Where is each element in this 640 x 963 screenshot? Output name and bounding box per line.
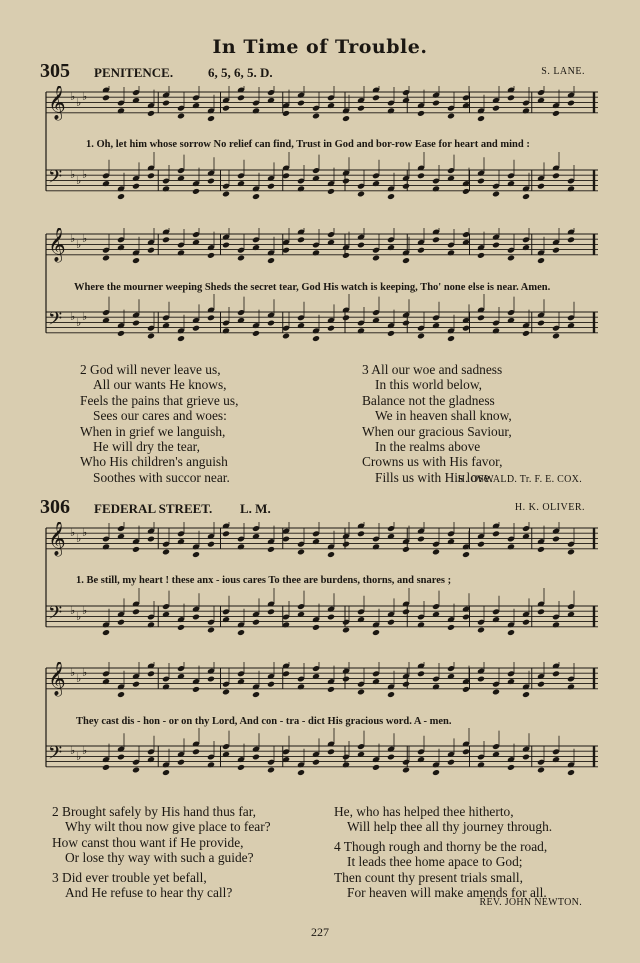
page-number: 227 xyxy=(311,925,329,939)
note-head xyxy=(492,105,500,112)
note-head xyxy=(552,333,560,340)
note-head xyxy=(222,689,230,696)
note-head xyxy=(207,252,215,259)
note-head xyxy=(132,320,140,327)
note-head xyxy=(507,94,515,101)
flat-icon: ♭ xyxy=(70,310,76,323)
note-head xyxy=(252,193,260,200)
note-head xyxy=(357,530,365,537)
note-head xyxy=(447,759,455,766)
stanza-line: It leads thee home apace to God; xyxy=(347,854,523,870)
note-head xyxy=(147,536,155,543)
note-head xyxy=(192,188,200,195)
note-head xyxy=(297,769,305,776)
composer: S. LANE. xyxy=(541,66,585,77)
note-head xyxy=(267,183,275,190)
note-head xyxy=(222,242,230,249)
stanza-line: 2 God will never leave us, xyxy=(80,362,221,377)
note-head xyxy=(387,754,395,761)
stanza-305-3 xyxy=(362,362,512,485)
staff xyxy=(46,522,598,558)
note-head xyxy=(342,178,350,185)
music-system-306-1 xyxy=(42,522,602,660)
note-head xyxy=(207,115,215,122)
note-head xyxy=(252,619,260,626)
note-head xyxy=(177,113,185,120)
note-head xyxy=(567,236,575,243)
note-head xyxy=(477,541,485,548)
note-head xyxy=(462,614,470,621)
note-head xyxy=(147,247,155,254)
staff xyxy=(46,294,598,342)
note-head xyxy=(492,530,500,537)
note-head xyxy=(372,764,380,771)
note-head xyxy=(537,183,545,190)
note-head xyxy=(552,670,560,677)
note-head xyxy=(507,255,515,262)
note-head xyxy=(507,764,515,771)
flat-icon: ♭ xyxy=(76,174,82,187)
note-head xyxy=(312,113,320,120)
note-head xyxy=(447,113,455,120)
note-head xyxy=(342,115,350,122)
stanza-line: Or lose thy way with such a guide? xyxy=(65,850,254,866)
note-head xyxy=(522,754,530,761)
flat-icon: ♭ xyxy=(82,666,88,679)
staff xyxy=(46,662,598,698)
stanza-line: Why wilt thou now give place to fear? xyxy=(65,819,271,835)
stanza-line: Fills us with His love. xyxy=(375,469,493,485)
bass-clef-icon: 𝄢 xyxy=(48,167,63,192)
stanza-line: Balance not the gladness xyxy=(362,392,495,408)
note-head xyxy=(147,670,155,677)
note-head xyxy=(312,759,320,766)
note-head xyxy=(417,536,425,543)
note-head xyxy=(237,255,245,262)
stanza-line: 2 Brought safely by His hand thus far, xyxy=(52,804,257,819)
note-head xyxy=(567,100,575,107)
note-head xyxy=(132,183,140,190)
note-head xyxy=(237,94,245,101)
note-head xyxy=(402,767,410,774)
note-head xyxy=(462,188,470,195)
note-head xyxy=(237,764,245,771)
note-head xyxy=(342,676,350,683)
stanza-line: Will help thee all thy journey through. xyxy=(347,819,553,835)
note-head xyxy=(327,325,335,332)
note-head xyxy=(537,608,545,615)
flat-icon: ♭ xyxy=(70,168,76,181)
note-head xyxy=(552,536,560,543)
note-head xyxy=(357,105,365,112)
note-head xyxy=(207,627,215,634)
flat-icon: ♭ xyxy=(82,232,88,245)
note-head xyxy=(237,629,245,636)
staff xyxy=(46,728,598,776)
note-head xyxy=(297,236,305,243)
hymn-number: 305 xyxy=(40,60,70,82)
note-head xyxy=(192,614,200,621)
flat-icon: ♭ xyxy=(70,90,76,103)
note-head xyxy=(552,110,560,117)
author-credit: H. OSWALD. Tr. F. E. COX. xyxy=(457,474,582,485)
note-head xyxy=(567,769,575,776)
meter: L. M. xyxy=(240,501,271,516)
flat-icon: ♭ xyxy=(70,526,76,539)
note-head xyxy=(432,769,440,776)
note-head xyxy=(447,335,455,342)
note-head xyxy=(522,691,530,698)
note-head xyxy=(267,608,275,615)
note-head xyxy=(537,767,545,774)
note-head xyxy=(402,257,410,264)
flat-icon: ♭ xyxy=(70,604,76,617)
composer: H. K. OLIVER. xyxy=(514,502,585,513)
note-head xyxy=(327,188,335,195)
note-head xyxy=(327,551,335,558)
note-head xyxy=(372,255,380,262)
note-head xyxy=(162,549,170,556)
note-head xyxy=(402,546,410,553)
flat-icon: ♭ xyxy=(82,526,88,539)
note-head xyxy=(132,608,140,615)
note-head xyxy=(267,320,275,327)
flat-icon: ♭ xyxy=(70,666,76,679)
note-head xyxy=(477,252,485,259)
note-head xyxy=(132,681,140,688)
note-head xyxy=(117,619,125,626)
note-head xyxy=(162,100,170,107)
lyrics-line: 1. Be still, my heart ! these anx - ious cares To thee are burdens, thorns, and snares ; xyxy=(76,575,452,586)
note-head xyxy=(192,748,200,755)
stanza-line: In this world below, xyxy=(375,377,482,393)
note-head xyxy=(522,619,530,626)
note-head xyxy=(342,541,350,548)
note-head xyxy=(252,691,260,698)
note-head xyxy=(282,333,290,340)
music-system-306-2 xyxy=(42,662,602,800)
note-head xyxy=(102,764,110,771)
note-head xyxy=(462,686,470,693)
note-head xyxy=(192,551,200,558)
flat-icon: ♭ xyxy=(76,238,82,251)
note-head xyxy=(387,330,395,337)
note-head xyxy=(537,681,545,688)
flat-icon: ♭ xyxy=(82,168,88,181)
stanza-line: In the realms above xyxy=(375,439,481,455)
note-head xyxy=(312,624,320,631)
note-head xyxy=(462,748,470,755)
note-head xyxy=(117,330,125,337)
staff-graphic xyxy=(42,522,602,660)
note-head xyxy=(192,686,200,693)
stanza-line: How canst thou want if He provide, xyxy=(52,834,244,850)
treble-clef-icon: 𝄞 xyxy=(48,228,66,262)
note-head xyxy=(387,193,395,200)
note-head xyxy=(132,546,140,553)
note-head xyxy=(492,191,500,198)
note-head xyxy=(492,242,500,249)
stanza-line: 4 Though rough and thorny be the road, xyxy=(334,838,548,854)
note-head xyxy=(177,335,185,342)
bass-clef-icon: 𝄢 xyxy=(48,309,63,334)
lyrics-line: 1. Oh, let him whose sorrow No relief can find, Trust in God and bor-row Ease for heart and mind : xyxy=(86,139,530,150)
note-head xyxy=(462,325,470,332)
bass-clef-icon: 𝄢 xyxy=(48,743,63,768)
note-head xyxy=(387,619,395,626)
note-head xyxy=(567,549,575,556)
flat-icon: ♭ xyxy=(76,672,82,685)
note-head xyxy=(537,546,545,553)
note-head xyxy=(207,314,215,321)
note-head xyxy=(147,333,155,340)
staff xyxy=(46,588,598,636)
note-head xyxy=(177,624,185,631)
note-head xyxy=(537,320,545,327)
stanza-line: Crowns us with His favor, xyxy=(362,454,503,470)
note-head xyxy=(297,549,305,556)
note-head xyxy=(417,247,425,254)
stanza-line: Soothes with succor near. xyxy=(93,469,230,485)
note-head xyxy=(327,748,335,755)
note-head xyxy=(402,320,410,327)
flat-icon: ♭ xyxy=(82,90,88,103)
note-head xyxy=(447,624,455,631)
note-head xyxy=(492,689,500,696)
note-head xyxy=(297,100,305,107)
flat-icon: ♭ xyxy=(82,604,88,617)
note-head xyxy=(372,629,380,636)
stanza-line: For heaven will make amends for all. xyxy=(347,885,547,901)
note-head xyxy=(222,105,230,112)
note-head xyxy=(327,614,335,621)
note-head xyxy=(522,330,530,337)
note-head xyxy=(417,110,425,117)
note-head xyxy=(267,257,275,264)
stanza-line: When in grief we languish, xyxy=(80,423,226,439)
note-head xyxy=(132,767,140,774)
stanza-line: 3 Did ever trouble yet befall, xyxy=(52,869,207,885)
note-head xyxy=(477,676,485,683)
note-head xyxy=(192,325,200,332)
treble-clef-icon: 𝄞 xyxy=(48,522,66,556)
note-head xyxy=(132,257,140,264)
note-head xyxy=(477,178,485,185)
stanza-line: 3 All our woe and sadness xyxy=(362,362,503,377)
note-head xyxy=(267,681,275,688)
music-system-305-2 xyxy=(42,228,602,366)
flat-icon: ♭ xyxy=(70,232,76,245)
note-head xyxy=(357,242,365,249)
flat-icon: ♭ xyxy=(70,744,76,757)
stanza-line: All our wants He knows, xyxy=(93,377,227,393)
note-head xyxy=(342,252,350,259)
stanza-line: Then count thy present trials small, xyxy=(334,869,523,885)
note-head xyxy=(102,255,110,262)
note-head xyxy=(522,193,530,200)
note-head xyxy=(222,530,230,537)
lyrics-line: Where the mourner weeping Sheds the secret tear, God His watch is keeping, Tho' none else is near. Amen. xyxy=(74,282,551,293)
note-head xyxy=(552,172,560,179)
hymn-306-header xyxy=(40,496,585,522)
note-head xyxy=(432,100,440,107)
flat-icon: ♭ xyxy=(82,744,88,757)
note-head xyxy=(402,183,410,190)
note-head xyxy=(252,330,260,337)
stanza-line: Feels the pains that grieve us, xyxy=(80,392,239,408)
stanza-line: We in heaven shall know, xyxy=(375,408,512,424)
note-head xyxy=(402,681,410,688)
note-head xyxy=(342,314,350,321)
music-system-305-1 xyxy=(42,86,602,224)
stanza-306-left xyxy=(52,804,271,900)
flat-icon: ♭ xyxy=(76,610,82,623)
stanza-line: Who His children's anguish xyxy=(80,454,228,470)
staff-graphic xyxy=(42,662,602,800)
staff xyxy=(46,228,598,264)
hymn-number: 306 xyxy=(40,496,70,518)
flat-icon: ♭ xyxy=(82,310,88,323)
staff-graphic xyxy=(42,86,602,224)
note-head xyxy=(207,676,215,683)
flat-icon: ♭ xyxy=(76,532,82,545)
note-head xyxy=(222,191,230,198)
note-head xyxy=(102,629,110,636)
note-head xyxy=(252,754,260,761)
note-head xyxy=(312,335,320,342)
note-head xyxy=(507,629,515,636)
note-head xyxy=(477,314,485,321)
note-head xyxy=(387,691,395,698)
note-head xyxy=(372,94,380,101)
tune-name: FEDERAL STREET. xyxy=(94,501,213,516)
stanza-306-right xyxy=(334,804,552,900)
staff xyxy=(46,86,598,122)
note-head xyxy=(432,549,440,556)
stanza-305-2 xyxy=(80,362,238,485)
note-head xyxy=(117,754,125,761)
lyrics-line: They cast dis - hon - or on thy Lord, And con - tra - dict His gracious word. A - men. xyxy=(76,716,452,727)
note-head xyxy=(147,172,155,179)
tune-name: PENITENCE. xyxy=(94,65,174,80)
staff-graphic xyxy=(42,228,602,366)
note-head xyxy=(462,551,470,558)
note-head xyxy=(402,608,410,615)
note-head xyxy=(327,686,335,693)
stanza-line: He will dry the tear, xyxy=(93,439,200,455)
note-head xyxy=(102,94,110,101)
note-head xyxy=(417,670,425,677)
note-head xyxy=(117,691,125,698)
note-head xyxy=(162,236,170,243)
note-head xyxy=(432,236,440,243)
hymn-305-header xyxy=(40,60,585,86)
section-title: In Time of Trouble. xyxy=(212,36,428,58)
bass-clef-icon: 𝄢 xyxy=(48,603,63,628)
note-head xyxy=(207,178,215,185)
author-credit: REV. JOHN NEWTON. xyxy=(479,897,582,908)
flat-icon: ♭ xyxy=(76,750,82,763)
stanza-line: Sees our cares and woes: xyxy=(93,408,227,424)
treble-clef-icon: 𝄞 xyxy=(48,662,66,696)
stanza-line: When our gracious Saviour, xyxy=(362,423,512,439)
note-head xyxy=(417,333,425,340)
treble-clef-icon: 𝄞 xyxy=(48,86,66,120)
note-head xyxy=(177,759,185,766)
note-head xyxy=(267,767,275,774)
note-head xyxy=(552,247,560,254)
note-head xyxy=(537,257,545,264)
note-head xyxy=(147,110,155,117)
note-head xyxy=(477,627,485,634)
meter: 6, 5, 6, 5. D. xyxy=(208,65,273,80)
note-head xyxy=(477,115,485,122)
note-head xyxy=(357,689,365,696)
note-head xyxy=(417,172,425,179)
flat-icon: ♭ xyxy=(76,316,82,329)
flat-icon: ♭ xyxy=(76,96,82,109)
note-head xyxy=(267,546,275,553)
note-head xyxy=(342,627,350,634)
note-head xyxy=(117,193,125,200)
note-head xyxy=(207,541,215,548)
staff xyxy=(46,152,598,200)
stanza-line: And He refuse to hear thy call? xyxy=(65,885,233,901)
note-head xyxy=(357,191,365,198)
note-head xyxy=(162,769,170,776)
stanza-line: He, who has helped thee hitherto, xyxy=(334,804,514,819)
